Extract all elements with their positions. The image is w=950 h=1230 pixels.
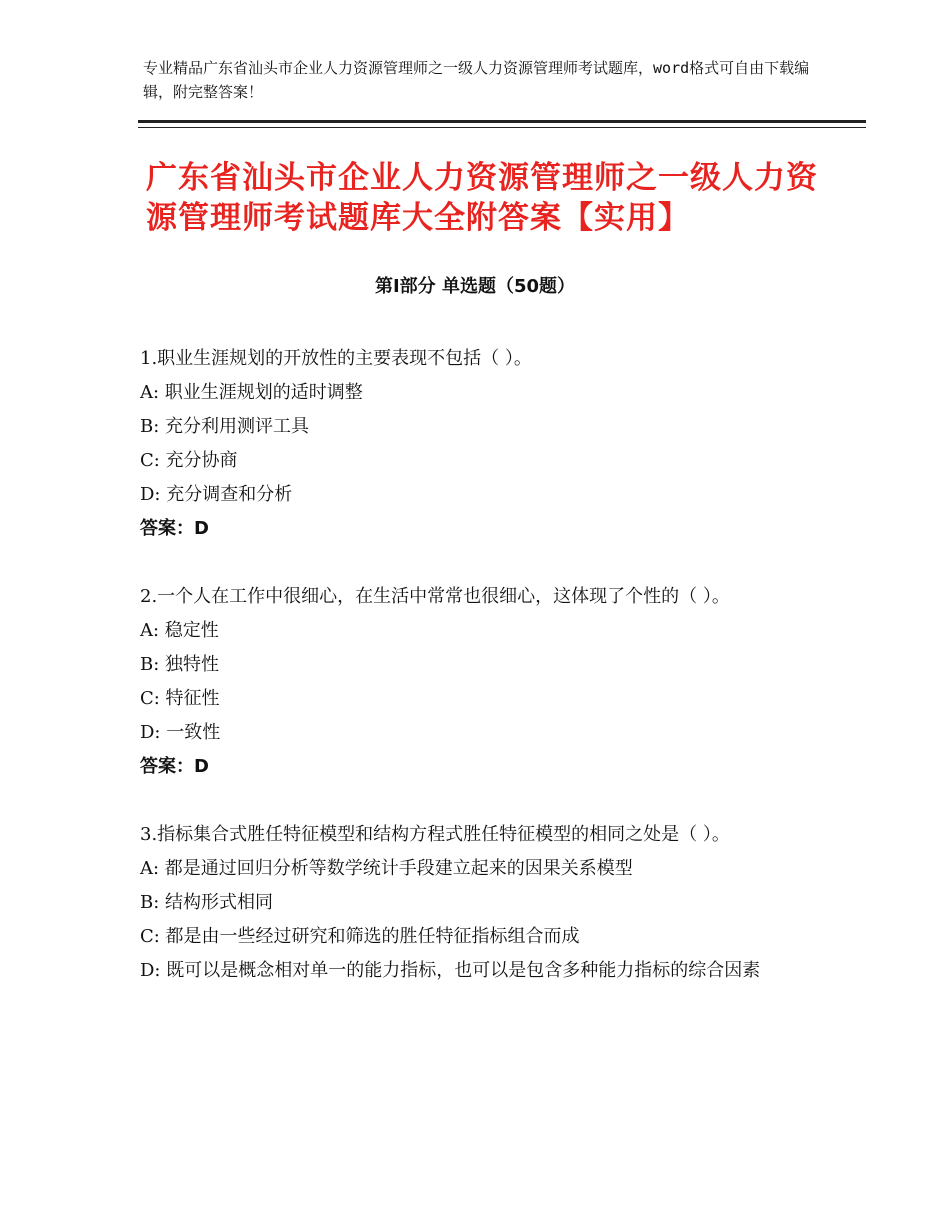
option-b: B: 充分利用测评工具 [140,416,310,437]
header-note: 专业精品广东省汕头市企业人力资源管理师之一级人力资源管理师考试题库，word格式可自由下载编辑，附完整答案！ [143,59,810,101]
option-d: D: 一致性 [140,722,221,743]
option-c: C: 充分协商 [140,450,238,471]
question-stem: 1.职业生涯规划的开放性的主要表现不包括（ ）。 [140,348,532,369]
option-d: D: 充分调查和分析 [140,484,293,505]
question-1 [140,342,810,546]
question-3 [140,818,810,988]
option-b: B: 独特性 [140,654,220,675]
option-a: A: 职业生涯规划的适时调整 [140,382,363,403]
section-title: 第Ⅰ部分 单选题（50题） [374,276,575,297]
option-c: C: 特征性 [140,688,220,709]
question-list [140,342,810,1022]
option-b: B: 结构形式相同 [140,892,274,913]
option-d: D: 既可以是概念相对单一的能力指标，也可以是包含多种能力指标的综合因素 [140,960,761,981]
question-answer: 答案：D [140,518,209,539]
header-divider-thin [138,127,866,128]
question-2 [140,580,810,784]
header-divider [138,120,866,123]
question-stem: 2.一个人在工作中很细心，在生活中常常也很细心，这体现了个性的（ ）。 [140,586,730,607]
question-stem: 3.指标集合式胜任特征模型和结构方程式胜任特征模型的相同之处是（ ）。 [140,824,730,845]
option-c: C: 都是由一些经过研究和筛选的胜任特征指标组合而成 [140,926,580,947]
option-a: A: 都是通过回归分析等数学统计手段建立起来的因果关系模型 [140,858,633,879]
question-answer: 答案：D [140,756,209,777]
option-a: A: 稳定性 [140,620,219,641]
document-title: 广东省汕头市企业人力资源管理师之一级人力资源管理师考试题库大全附答案【实用】 [146,160,818,236]
